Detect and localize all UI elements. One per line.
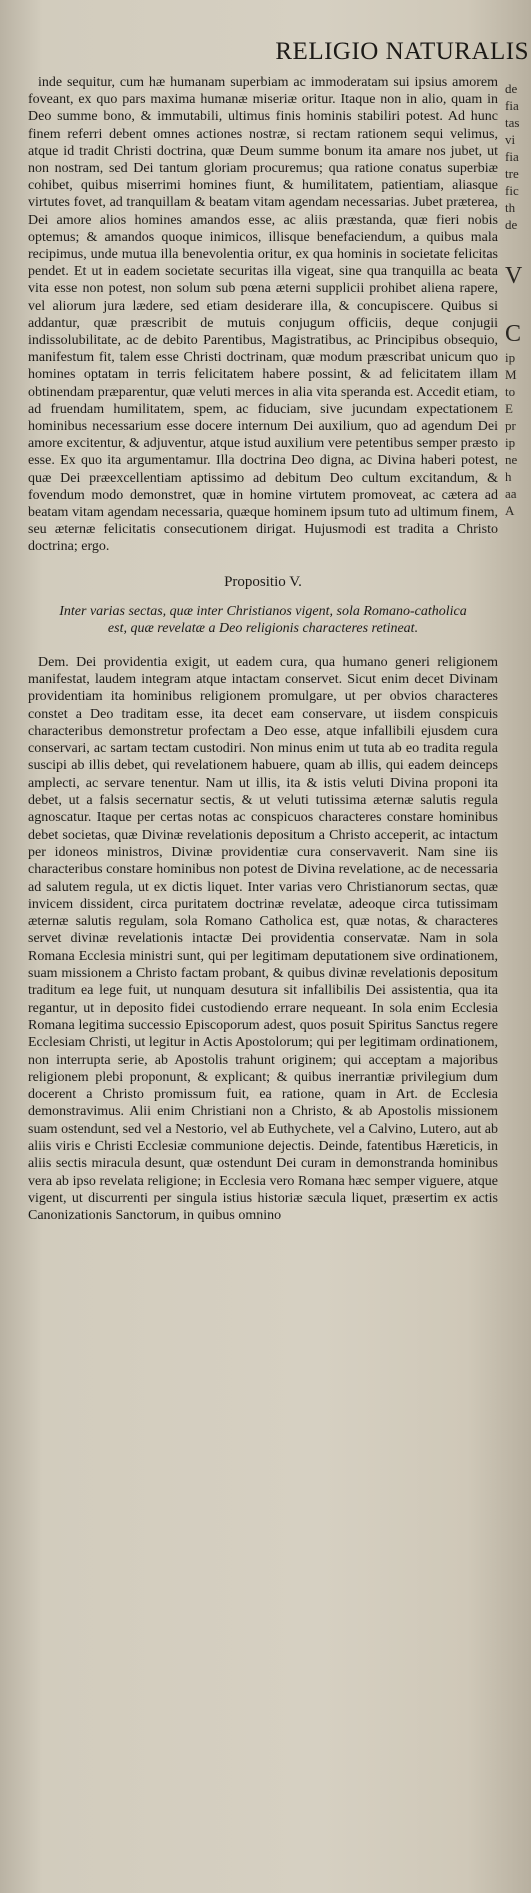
demonstration-paragraph: Dem. Dei providentia exigit, ut eadem cura, qua humano generi religionem manifestat, laudem integram atque intactam conservet. Sicut enim decet Divinam providentiam ita hominibus religionem promulgare, ut per obvios characteres constet a Deo traditam esse, ita decet eam conservare, ut iisdem conspicuis characteribus demonstretur profectam a Deo esse, atque infallibili ejusdem cura conservari, ac sartam tectam custodiri. Non minus enim ut tuta ab eo tradita regula suscipi ab illis debet, qui revelationem habuere, quam ab illis, qui eadem deinceps amplecti, ac servare tenentur. Nam ut illis, ita & istis veluti Divina proponi ita debet, ut a falsis secernatur sectis, & ut veluti tutissima æternæ salutis regula agnoscatur. Itaque per certas notas ac conspicuos characteres constare hominibus debet societas, quæ Divinæ revelationis depositum a Christo acceperit, ac intactum per idoneos ministros, Divinæ providentiæ cura conservaverit. Nam sine iis characteribus constare hominibus non potest de Divina revelatione, ac de necessaria ad salutem regula, ut ex dictis liquet. Inter varias vero Christianorum sectas, quæ invicem dissident, circa puritatem doctrinæ revelatæ, adeoque circa tutissimam æternæ salutis regulam, sola Romano Catholica est, quæ notas, & characteres servet divinæ revelationis intactæ Dei providentia conservatæ. Nam in sola Romana Ecclesia ministri sunt, qui per legitimam deputationem sive ordinationem, suam missionem a Christo factam probant, & quibus divinæ revelationis depositum traditum ea lege fuit, ut nunquam desutura sit infallibilis Dei assistentia, qua ita regantur, ut in deposito fidei custodiendo errare nequeant. In sola enim Ecclesia Romana legitima successio Episcoporum adest, quos posuit Spiritus Sanctus regere Ecclesiam Christi, ut legitur in Actis Apostolorum; qui per legitimam ordinationem, non interrupta serie, ab Apostolis trahunt originem; qui acceptam a majoribus religionem plebi proponunt, & explicant; & quibus inerrantiæ privilegium dum docerent a Christo promissum fuit, ea ratione, quam in Art. de Ecclesia demonstravimus. Alii enim Christiani non a Christo, & ab Apostolis missionem suam ostendunt, sed vel a Nestorio, vel ab Euthychete, vel a Calvino, Lutero, aut ab aliis viris e Christi Ecclesiæ communione dejectis. Deinde, fatentibus Hæreticis, in aliis sectis miracula desunt, quæ ostendunt Dei curam in demonstranda hominibus vera ab ipso revelata religione; in Ecclesia vero Romana hæc semper viguere, atque vigent, ut discurrenti per singula istius historiæ sæcula liquet, præsertim ex actis Canonizationis Sanctorum, in quibus omnino (28, 654, 498, 1224)
margin-fragment: th (505, 200, 516, 215)
margin-fragment: M (505, 367, 517, 382)
margin-fragment: pr (505, 418, 516, 433)
paragraph-1: inde sequitur, cum hæ humanam superbiam ac immoderatam sui ipsius amorem foveant, ex quo pars maxima humanæ miseriæ oritur. Itaque non in alio, quam in Deo summe bono, & immutabili, ultimus finis hominis stabiliri potest. Ad hunc finem referri debent omnes actiones nostræ, si rectam rationem sequi velimus, atque id tradit Christi doctrina, quæ Deum summe bonum ita amare nos jubet, ut non nostram, sed Dei tantum gloriam procuremus; qua ratione conatus superbiæ cohibet, quibus miserrimi homines fiunt, & humilitatem, patientiam, aliasque virtutes fovet, ad tranquillam & beatam vitam agendam necessarias. Jubet præterea, Dei amore alios homines amandos esse, ac aliis præstanda, quæ fieri nobis optemus; & amandos quoque inimicos, illisque benefaciendum, a quibus mala recipimus, unde mutua illa benevolentia oritur, ex qua hominis in societate felicitas pendet. Et ut in eadem societate securitas illa vigeat, sine qua tranquilla ac beata vita esse non potest, non solum sub pœna æterni supplicii prohibet aliena rapere, vel aliorum jura lædere, sed etiam desiderare illa, & concupiscere. Quibus si addantur, quæ præscribit de mutuis conjugum officiis, deque conjugii indissolubilitate, ac de debito Parentibus, Magistratibus, ac Principibus obsequio, manifestum fit, talem esse Christi doctrinam, quæ modum præscribat unicum quo homines optatam in terris felicitatem habere possint, & ad felicitatem illam obtinendam præparentur, quæ veluti merces in alia vita speranda est. Accedit etiam, ad fruendam humilitatem, spem, ac fiduciam, sive jucundam expectationem hominibus necessarium esse docere internum Dei auxilium, quo ad agendum Dei amore excitentur, & adjuventur, atque istud auxilium vere petentibus semper præsto esse. Ex quo ita argumentamur. Illa doctrina Deo digna, ac Divina haberi potest, quæ Dei præexcellentiam aptissimo ad debitum Deo cultum excitandum, & fovendum modo demonstret, quæ in homine virtutem promoveat, ac cætera ad beatam vitam agendam necessaria, quæque hominem ipsum tuto ad ultimum finem, seu æternæ felicitatis consecutionem dirigat. Hujusmodi est tradita a Christo doctrina; ergo. (28, 75, 498, 555)
main-text-column (28, 74, 498, 1224)
margin-fragment: aa (505, 486, 517, 501)
margin-fragment: ip (505, 350, 516, 365)
proposition-enunciation: Inter varias sectas, quæ inter Christianos vigent, sola Romano-catholica est, quæ revelatæ a Deo religionis characteres retineat. (59, 603, 467, 637)
margin-fragment: E (505, 401, 513, 416)
margin-fragment: tas (505, 115, 520, 130)
margin-fragment: de (505, 217, 518, 232)
margin-fragment: fia (505, 149, 519, 164)
margin-fragment: V (505, 263, 523, 289)
margin-fragment: C (505, 321, 522, 347)
running-title: RELIGIO NATURALIS (275, 38, 529, 65)
margin-fragment: vi (505, 132, 516, 147)
margin-fragment: A (505, 503, 515, 518)
proposition-title: Propositio V. (224, 573, 302, 590)
margin-fragment: to (505, 384, 516, 399)
facing-page-fragments (505, 80, 529, 519)
margin-fragment: tre (505, 166, 519, 181)
margin-fragment: ne (505, 452, 518, 467)
margin-fragment: ip (505, 435, 516, 450)
margin-fragment: fic (505, 183, 519, 198)
margin-fragment: fia (505, 98, 519, 113)
margin-fragment: h (505, 469, 512, 484)
margin-fragment: de (505, 81, 518, 96)
